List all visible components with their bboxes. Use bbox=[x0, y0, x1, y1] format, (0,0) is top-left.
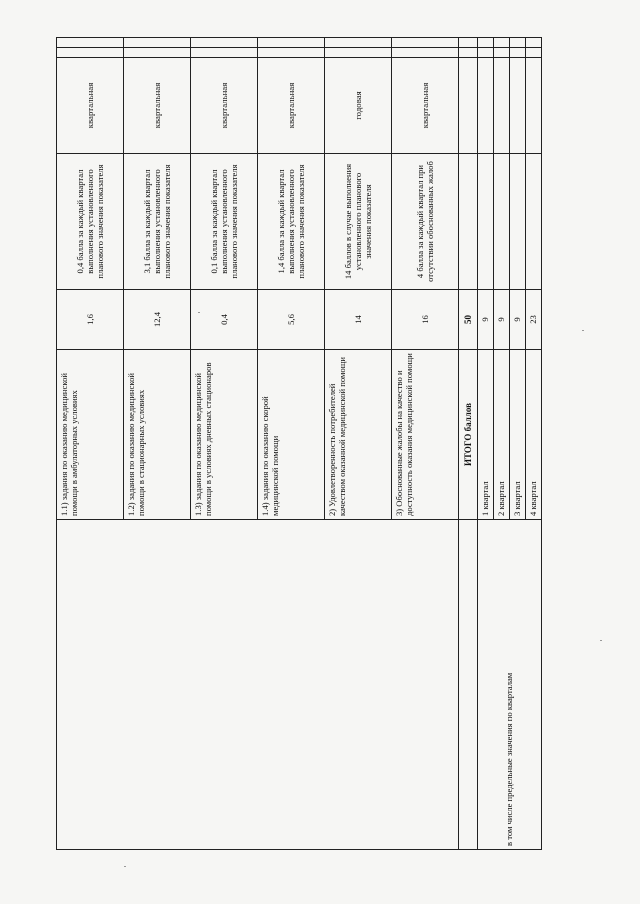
total-label: ИТОГО баллов bbox=[459, 350, 478, 520]
indicator-rule: 14 баллов в случае выполнения установленного планового значения показателя bbox=[325, 154, 392, 290]
scan-speck bbox=[600, 640, 602, 641]
empty-cell bbox=[526, 48, 542, 58]
empty-cell bbox=[478, 38, 494, 48]
empty-cell bbox=[478, 48, 494, 58]
empty-cell bbox=[124, 38, 191, 48]
indicator-value: 14 bbox=[325, 290, 392, 350]
empty-cell bbox=[392, 48, 459, 58]
table-row-quarter bbox=[478, 38, 494, 850]
indicator-rule: 4 балла за каждый квартал при отсутствии обоснованных жалоб bbox=[392, 154, 459, 290]
indicator-period: квартальная bbox=[392, 58, 459, 154]
quarter-value: 9 bbox=[478, 290, 494, 350]
empty-cell bbox=[478, 154, 494, 290]
quarters-caption: в том числе предельные значения по кварталам bbox=[478, 520, 542, 850]
total-value: 50 bbox=[459, 290, 478, 350]
indicator-name: 2) Удовлетворенность потребителей качеством оказанной медицинской помощи bbox=[325, 350, 392, 520]
empty-cell bbox=[459, 38, 478, 48]
indicator-value: 16 bbox=[392, 290, 459, 350]
indicator-value: 0,4 bbox=[191, 290, 258, 350]
indicator-name: 1.2) задания по оказанию медицинской помощи в стационарных условиях bbox=[124, 350, 191, 520]
quarter-label: 3 квартал bbox=[510, 350, 526, 520]
empty-cell bbox=[494, 38, 510, 48]
empty-cell bbox=[494, 58, 510, 154]
empty-cell bbox=[526, 38, 542, 48]
scan-speck bbox=[198, 312, 200, 313]
empty-cell bbox=[459, 58, 478, 154]
indicator-rule: 0,1 балла за каждый квартал выполнения установленного планового значения показателя bbox=[191, 154, 258, 290]
quarter-label: 1 квартал bbox=[478, 350, 494, 520]
empty-cell bbox=[526, 58, 542, 154]
scan-speck bbox=[582, 330, 584, 331]
indicator-value: 12,4 bbox=[124, 290, 191, 350]
scan-speck bbox=[124, 866, 126, 867]
empty-cell bbox=[57, 38, 124, 48]
indicator-rule: 0,4 балла за каждый квартал выполнения установленного планового значения показателя bbox=[57, 154, 124, 290]
empty-cell bbox=[494, 48, 510, 58]
indicator-period: квартальная bbox=[191, 58, 258, 154]
quarter-value: 9 bbox=[494, 290, 510, 350]
empty-cell bbox=[258, 48, 325, 58]
empty-cell bbox=[325, 38, 392, 48]
indicator-name: 1.4) задания по оказанию скорой медицинской помощи bbox=[258, 350, 325, 520]
indicator-rule: 3,1 балла за каждый квартал выполнения установленного планового значения показателя bbox=[124, 154, 191, 290]
empty-cell bbox=[459, 48, 478, 58]
indicator-value: 1,6 bbox=[57, 290, 124, 350]
indicator-period: квартальная bbox=[57, 58, 124, 154]
table-row bbox=[57, 38, 124, 850]
empty-cell bbox=[459, 154, 478, 290]
empty-cell bbox=[526, 154, 542, 290]
indicator-period: квартальная bbox=[124, 58, 191, 154]
empty-cell bbox=[57, 48, 124, 58]
indicator-name: 1.3) задания по оказанию медицинской помощи в условиях дневных стационаров bbox=[191, 350, 258, 520]
quarter-label: 2 квартал bbox=[494, 350, 510, 520]
indicator-value: 5,6 bbox=[258, 290, 325, 350]
empty-cell bbox=[510, 154, 526, 290]
empty-cell bbox=[392, 38, 459, 48]
empty-cell bbox=[510, 38, 526, 48]
indicator-name: 1.1) задания по оказанию медицинской помощи в амбулаторных условиях bbox=[57, 350, 124, 520]
quarter-value: 23 bbox=[526, 290, 542, 350]
empty-cell bbox=[478, 58, 494, 154]
empty-cell bbox=[510, 58, 526, 154]
indicator-period: годовая bbox=[325, 58, 392, 154]
empty-cell bbox=[191, 48, 258, 58]
indicator-name: 3) Обоснованные жалобы на качество и доступность оказания медицинской помощи bbox=[392, 350, 459, 520]
quarter-label: 4 квартал bbox=[526, 350, 542, 520]
empty-cell bbox=[459, 520, 478, 850]
empty-cell bbox=[494, 154, 510, 290]
empty-cell bbox=[124, 48, 191, 58]
evaluation-table bbox=[56, 37, 542, 850]
empty-cell bbox=[510, 48, 526, 58]
quarter-value: 9 bbox=[510, 290, 526, 350]
empty-cell bbox=[191, 38, 258, 48]
table-row-total bbox=[459, 38, 478, 850]
empty-cell bbox=[57, 520, 459, 850]
rotated-table-block bbox=[56, 38, 539, 850]
indicator-period: квартальная bbox=[258, 58, 325, 154]
empty-cell bbox=[258, 38, 325, 48]
empty-cell bbox=[325, 48, 392, 58]
indicator-rule: 1,4 балла за каждый квартал выполнения установленного планового значения показателя bbox=[258, 154, 325, 290]
